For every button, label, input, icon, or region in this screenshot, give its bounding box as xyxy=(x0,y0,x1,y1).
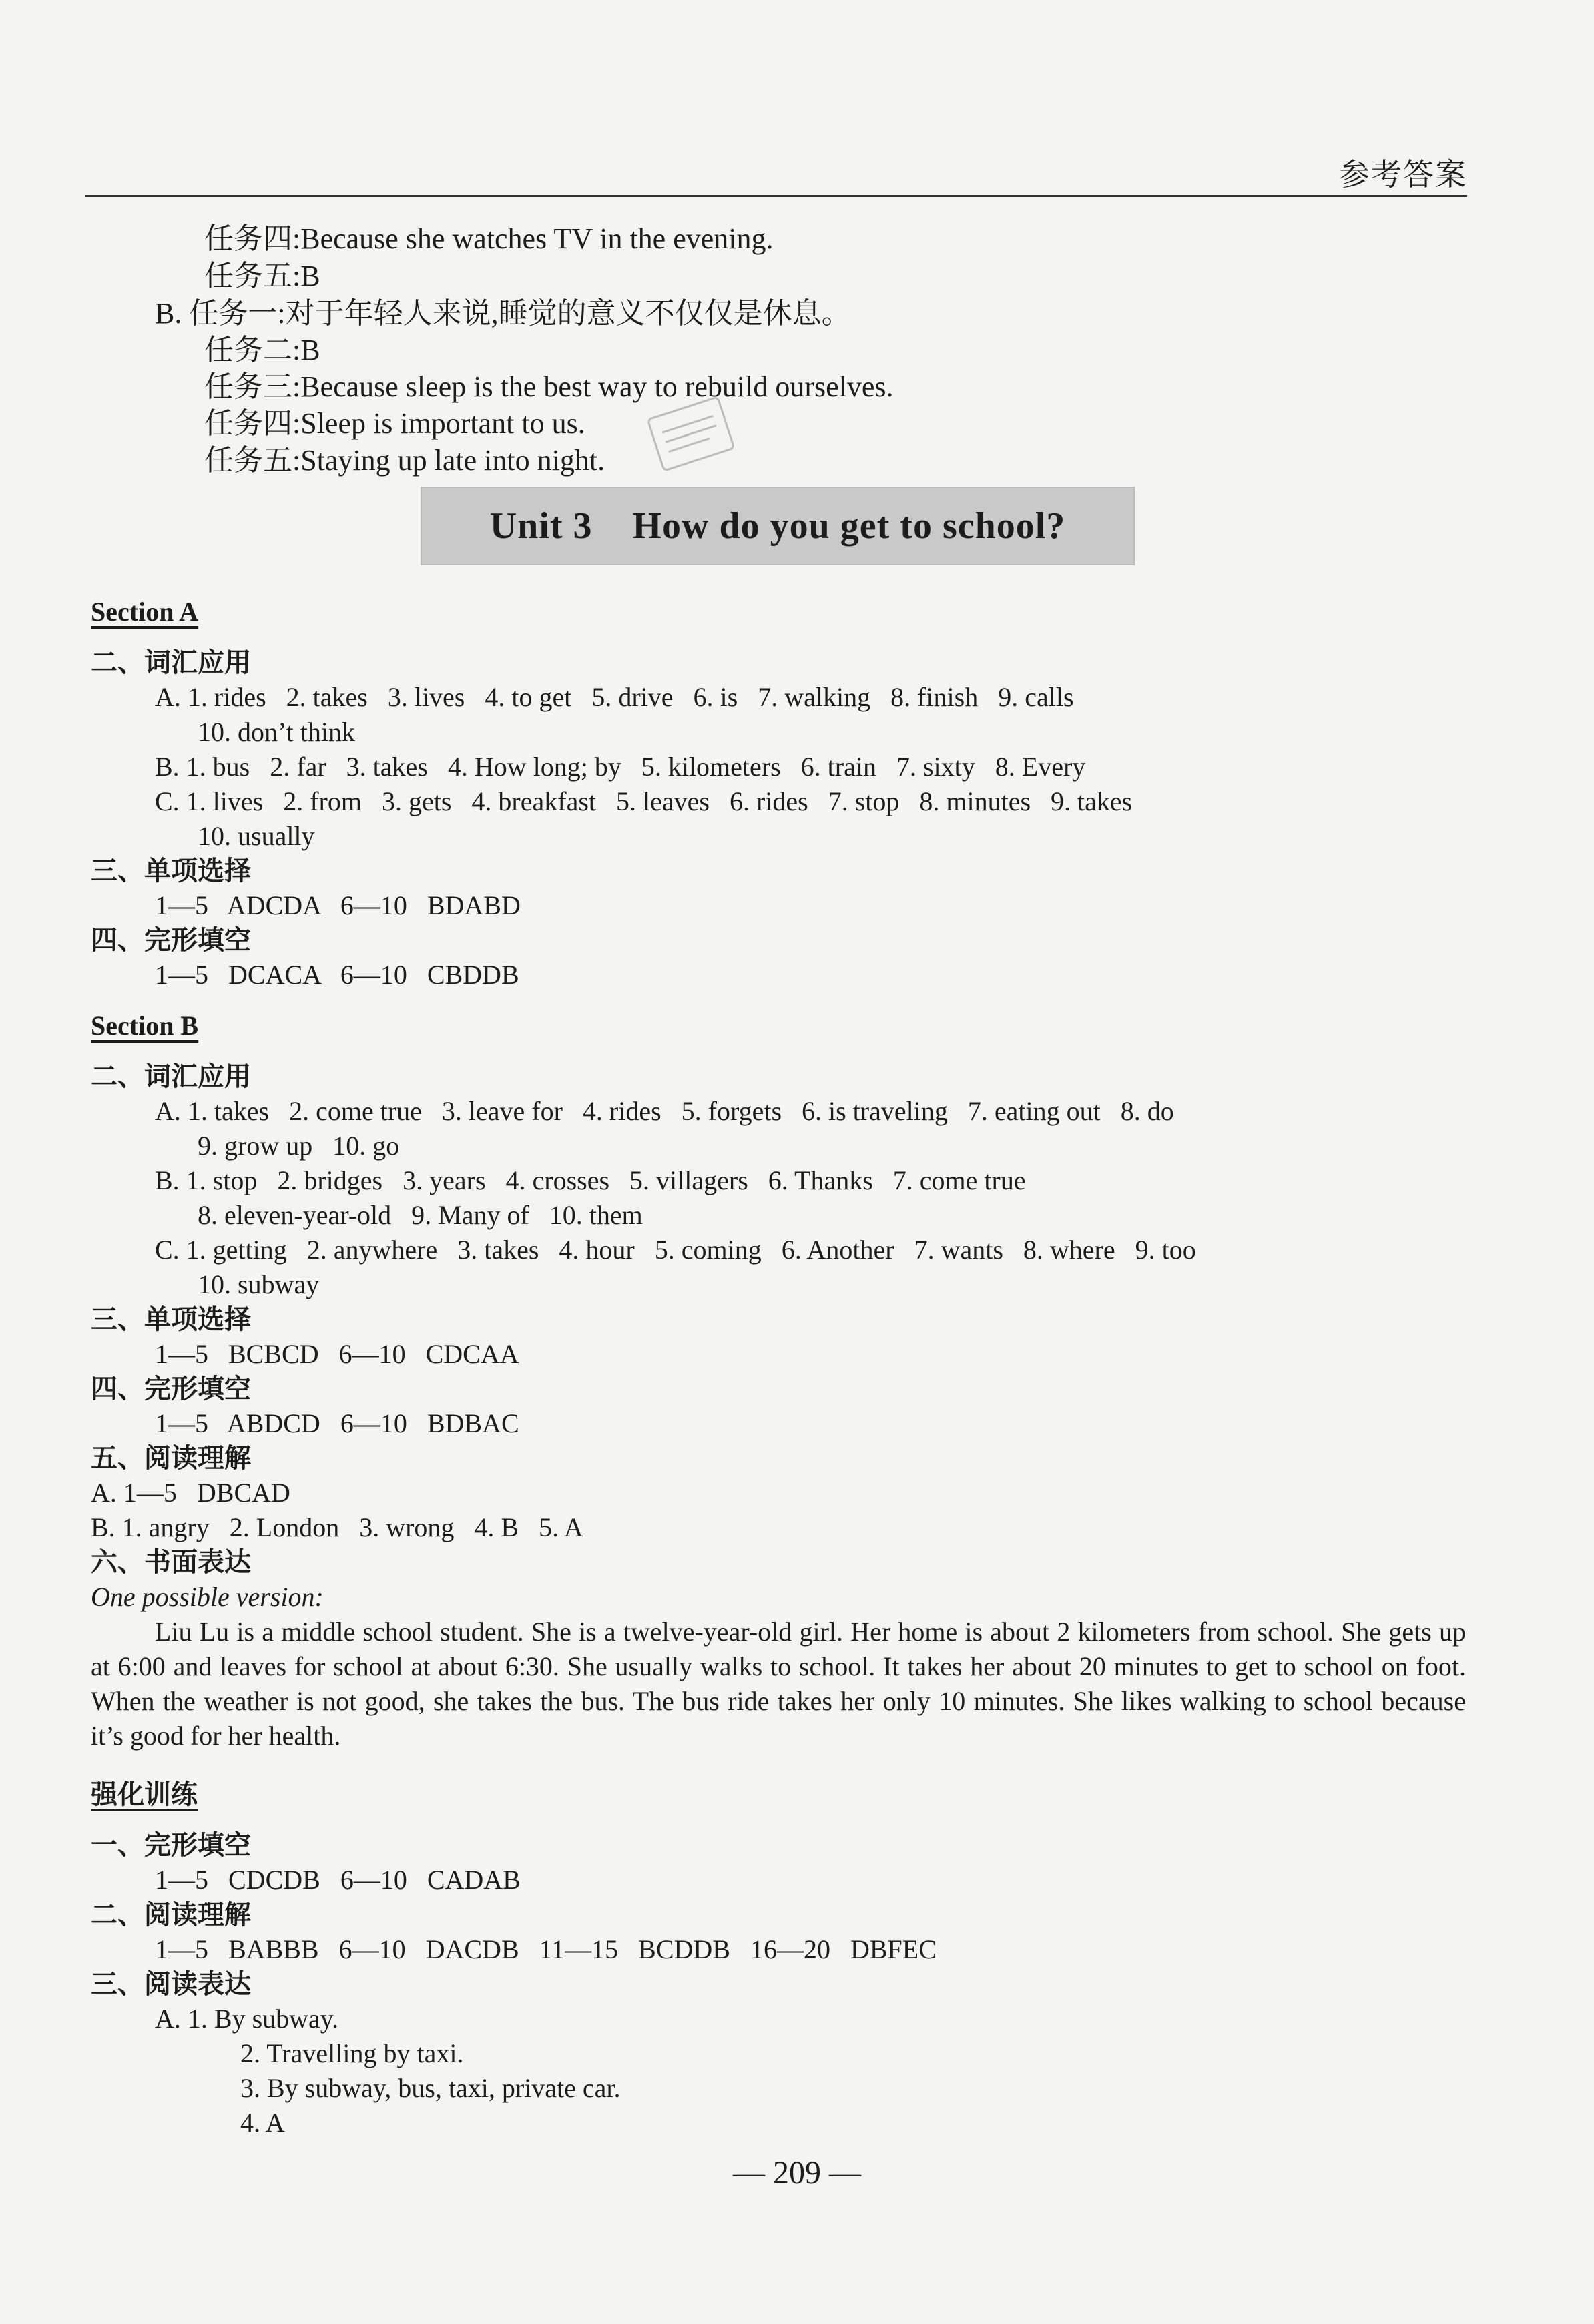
training-reading-heading: 二、阅读理解 xyxy=(91,1900,251,1930)
section-a-choice-answer: 1—5 ADCDA 6—10 BDABD xyxy=(155,890,521,920)
training-expression-line-1: A. 1. By subway. xyxy=(155,2004,339,2034)
section-a-title: Section A xyxy=(91,597,199,627)
section-a-cloze-heading: 四、完形填空 xyxy=(91,925,251,956)
section-b-choice-heading: 三、单项选择 xyxy=(91,1304,251,1335)
header-title: 参考答案 xyxy=(1339,156,1467,192)
page-number: — 209 — xyxy=(733,2155,861,2191)
section-b-reading-heading: 五、阅读理解 xyxy=(91,1443,251,1474)
training-expression-line-4: 4. A xyxy=(240,2108,285,2138)
section-a-vocab-heading: 二、词汇应用 xyxy=(91,647,251,678)
section-b-reading-line-1: A. 1—5 DBCAD xyxy=(91,1478,290,1508)
section-b-cloze-heading: 四、完形填空 xyxy=(91,1374,251,1404)
top-line-5: 任务三:Because sleep is the best way to rebuild ourselves. xyxy=(204,370,894,403)
top-line-6: 任务四:Sleep is important to us. xyxy=(204,407,585,440)
top-line-1: 任务四:Because she watches TV in the evening. xyxy=(204,222,774,255)
section-a-vocab-line-5: 10. usually xyxy=(198,821,315,851)
section-a-vocab-line-1: A. 1. rides 2. takes 3. lives 4. to get 5. drive 6. is 7. walking 8. finish 9. calls xyxy=(155,682,1074,712)
section-a-vocab-line-3: B. 1. bus 2. far 3. takes 4. How long; by 5. kilometers 6. train 7. sixty 8. Every xyxy=(155,752,1086,782)
training-expression-line-3: 3. By subway, bus, taxi, private car. xyxy=(240,2073,621,2103)
training-expression-line-2: 2. Travelling by taxi. xyxy=(240,2038,464,2068)
section-b-vocab-line-6: 10. subway xyxy=(198,1269,320,1299)
top-line-7: 任务五:Staying up late into night. xyxy=(204,444,605,477)
unit-title-banner xyxy=(421,487,1135,565)
section-a-choice-heading: 三、单项选择 xyxy=(91,856,251,886)
section-b-vocab-line-5: C. 1. getting 2. anywhere 3. takes 4. hour 5. coming 6. Another 7. wants 8. where 9. too xyxy=(155,1235,1196,1265)
writing-version-label: One possible version: xyxy=(91,1582,324,1612)
header-rule xyxy=(85,195,1467,197)
top-line-2: 任务五:B xyxy=(204,260,320,292)
training-reading-answer: 1—5 BABBB 6—10 DACDB 11—15 BCDDB 16—20 DBFEC xyxy=(155,1934,937,1964)
training-title: 强化训练 xyxy=(91,1779,198,1810)
section-a-cloze-answer: 1—5 DCACA 6—10 CBDDB xyxy=(155,960,519,990)
section-a-vocab-line-4: C. 1. lives 2. from 3. gets 4. breakfast 5. leaves 6. rides 7. stop 8. minutes 9. takes xyxy=(155,786,1133,816)
writing-paragraph-text: Liu Lu is a middle school student. She is a twelve-year-old girl. Her home is about 2 kilometers from school. She gets up at 6:00 and leaves for school at about 6:30. She usually walks to school. It takes her about 20 minutes to get to school on foot. When the weather is not good, she takes the bus. The bus ride takes her only 10 minutes. She likes walking to school because it’s good for her health. xyxy=(91,1617,1466,1751)
answer-content xyxy=(91,220,1466,2140)
section-b-vocab-line-2: 9. grow up 10. go xyxy=(198,1131,400,1161)
section-b-vocab-line-4: 8. eleven-year-old 9. Many of 10. them xyxy=(198,1200,643,1230)
unit-banner-area xyxy=(91,479,1466,579)
section-b-reading-line-2: B. 1. angry 2. London 3. wrong 4. B 5. A xyxy=(91,1512,583,1542)
top-line-4: 任务二:B xyxy=(204,334,320,366)
training-expression-heading: 三、阅读表达 xyxy=(91,1969,251,2000)
section-b-title: Section B xyxy=(91,1010,199,1041)
top-line-3: B. 任务一:对于年轻人来说,睡觉的意义不仅仅是休息。 xyxy=(155,297,851,330)
section-b-writing-heading: 六、书面表达 xyxy=(91,1547,251,1578)
section-b-vocab-line-3: B. 1. stop 2. bridges 3. years 4. crosses 5. villagers 6. Thanks 7. come true xyxy=(155,1165,1026,1195)
training-cloze-heading: 一、完形填空 xyxy=(91,1830,251,1861)
training-cloze-answer: 1—5 CDCDB 6—10 CADAB xyxy=(155,1865,521,1895)
section-b-vocab-line-1: A. 1. takes 2. come true 3. leave for 4. rides 5. forgets 6. is traveling 7. eating out 8. do xyxy=(155,1096,1174,1126)
writing-paragraph xyxy=(91,1615,1466,1753)
section-b-cloze-answer: 1—5 ABDCD 6—10 BDBAC xyxy=(155,1408,519,1438)
section-a-vocab-line-2: 10. don’t think xyxy=(198,717,355,747)
unit-title: Unit 3 How do you get to school? xyxy=(489,505,1066,547)
section-b-vocab-heading: 二、词汇应用 xyxy=(91,1061,251,1092)
section-b-choice-answer: 1—5 BCBCD 6—10 CDCAA xyxy=(155,1339,519,1369)
